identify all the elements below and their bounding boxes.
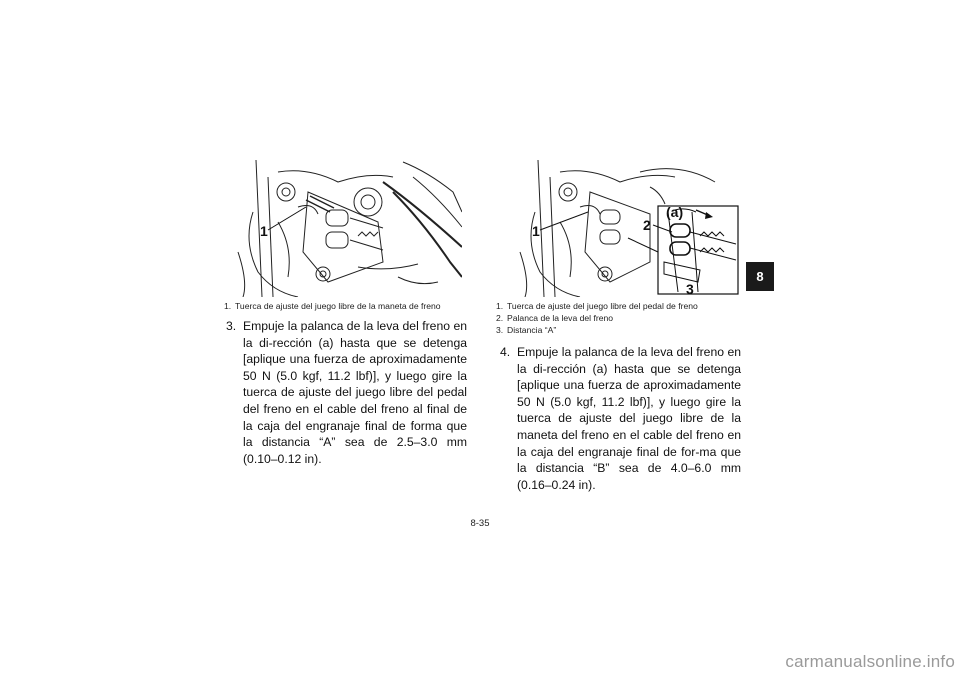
caption-line: 1. Tuerca de ajuste del juego libre del pedal de freno: [496, 301, 698, 311]
step-4-number: 4.: [500, 345, 511, 359]
brake-illustration-left: [218, 152, 462, 297]
step-3-number: 3.: [226, 319, 237, 333]
callout-1: 1: [532, 223, 540, 239]
step-3-paragraph: [226, 318, 467, 467]
left-figure-caption: [224, 300, 474, 312]
step-4-text: Empuje la palanca de la leva del freno en la di-rección (a) hasta que se detenga [aplique una fuerza de aproximadamente 50 N (5.0 kgf, 11.2 lbf)], y luego gire la tuerca de ajuste del juego libre de la maneta del freno en el cable del freno en la caja del engranaje final de for-ma que la distancia “B” sea de 4.0–6.0 mm (0.16–0.24 in).: [517, 345, 741, 492]
callout-1: 1: [260, 223, 268, 239]
right-figure-caption: [496, 300, 746, 336]
callout-2: 2: [643, 217, 651, 233]
footer-watermark[interactable]: carmanualsonline.info: [785, 652, 955, 671]
chapter-tab: 8: [746, 262, 774, 291]
caption-line: 3. Distancia “A”: [496, 325, 557, 335]
callout-3: 3: [686, 281, 694, 297]
page-number: 8-35: [470, 518, 490, 529]
step-4-paragraph: [500, 344, 741, 493]
caption-line: 2. Palanca de la leva del freno: [496, 313, 614, 323]
step-3-text: Empuje la palanca de la leva del freno en la di-rección (a) hasta que se detenga [aplique una fuerza de aproximadamente 50 N (5.0 kgf, 11.2 lbf)], y luego gire la tuerca de ajuste del juego libre del pedal del freno en el cable del freno al final de la caja del engranaje final de forma que la distancia “A” sea de 2.5–3.0 mm (0.10–0.12 in).: [243, 319, 467, 466]
caption-line: 1. Tuerca de ajuste del juego libre de la maneta de freno: [224, 301, 441, 311]
callout-a: (a): [666, 204, 684, 220]
brake-illustration-right: [500, 152, 744, 297]
